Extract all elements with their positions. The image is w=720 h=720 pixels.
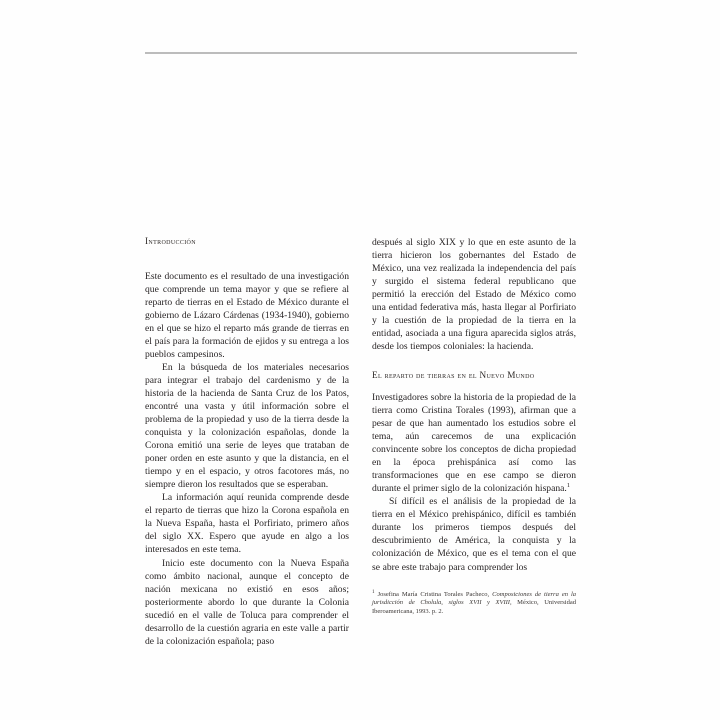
right-text-column bbox=[372, 236, 576, 648]
section-heading-reparto-tierras: El reparto de tierras en el Nuevo Mundo bbox=[372, 370, 535, 381]
paragraph: Sí difícil es el análisis de la propiedad de la tierra en el México prehispánico, difícil es también durante los primeros tiempos después del descubrimiento de América, la conquista y la colonización de México, que es el tema con el que se abre este trabajo para comprender los bbox=[372, 496, 576, 573]
footnote-title: Composiciones de tierra en la jurisdicción de Cholula, siglos XVII y XVIII bbox=[372, 590, 576, 607]
two-column-text-body bbox=[145, 236, 577, 648]
paragraph: Este documento es el resultado de una investigación que comprende un tema mayor y que se refiere al reparto de tierras en el Estado de México durante el gobierno de Lázaro Cárdenas (1934-1940), gobierno en el que se hizo el reparto más grande de tierras en el país para la formación de ejidos y su entrega a los pueblos campesinos. bbox=[145, 270, 349, 360]
footnote-publication: , México, Universidad Iberoamericana, 1993. p. 2. bbox=[372, 599, 576, 615]
footnote-marker: 1 bbox=[372, 588, 375, 595]
section-heading-introduccion: Introducción bbox=[145, 236, 196, 246]
paragraph bbox=[372, 391, 576, 495]
paragraph-text: Investigadores sobre la historia de la propiedad de la tierra como Cristina Torales (1993), afirman que a pesar de que han aumentado los estudios sobre el tema, aún carecemos de una explicación convincente sobre los conceptos de dicha propiedad en la época prehispánica así como las transformaciones que en ese campo se dieron durante el primer siglo de la colonización hispana. bbox=[372, 391, 576, 495]
footnote bbox=[372, 588, 576, 617]
footnote-reference[interactable]: 1 bbox=[566, 482, 571, 490]
header-divider-rule bbox=[145, 52, 577, 54]
heading-spacer bbox=[145, 257, 349, 270]
left-text-column bbox=[145, 236, 349, 648]
paragraph: Inicio este documento con la Nueva España como ámbito nacional, aunque el concepto de nación mexicana no existió en esos años; posteriormente abordo lo que durante la Colonia sucedió en el valle de Toluca para comprender el desarrollo de la cuestión agraria en este valle a partir de la colonización española; paso bbox=[145, 557, 349, 647]
paragraph: La información aquí reunida comprende desde el reparto de tierras que hizo la Corona española en la Nueva España, hasta el Porfiriato, primero años del siglo XX. Espero que ayude en algo a los interesados en este tema. bbox=[145, 492, 349, 556]
paragraph-continuation: después al siglo XIX y lo que en este asunto de la tierra hicieron los gobernantes del Estado de México, una vez realizada la independencia del país y surgido el sistema federal republicano que permitió la erección del Estado de México como una entidad federativa más, hasta llegar al Porfiriato y la cuestión de la propiedad de la tierra en la entidad, asociada a una figura aparecida siglos atrás, desde los tiempos coloniales: la hacienda. bbox=[372, 237, 576, 353]
paragraph: En la búsqueda de los materiales necesarios para integrar el trabajo del cardenismo y de la historia de la hacienda de Santa Cruz de los Patos, encontré una vasta y útil información sobre el problema de la propiedad y uso de la tierra desde la conquista y la colonización españolas, donde la Corona emitió una serie de leyes que trataban de poner orden en este asunto y que la distancia, en el tiempo y en el espacio, y otros facotores más, no siempre dieron los resultados que se esperaban. bbox=[145, 361, 349, 491]
footnote-author: Josefina María Cristina Torales Pacheco, bbox=[374, 590, 493, 598]
